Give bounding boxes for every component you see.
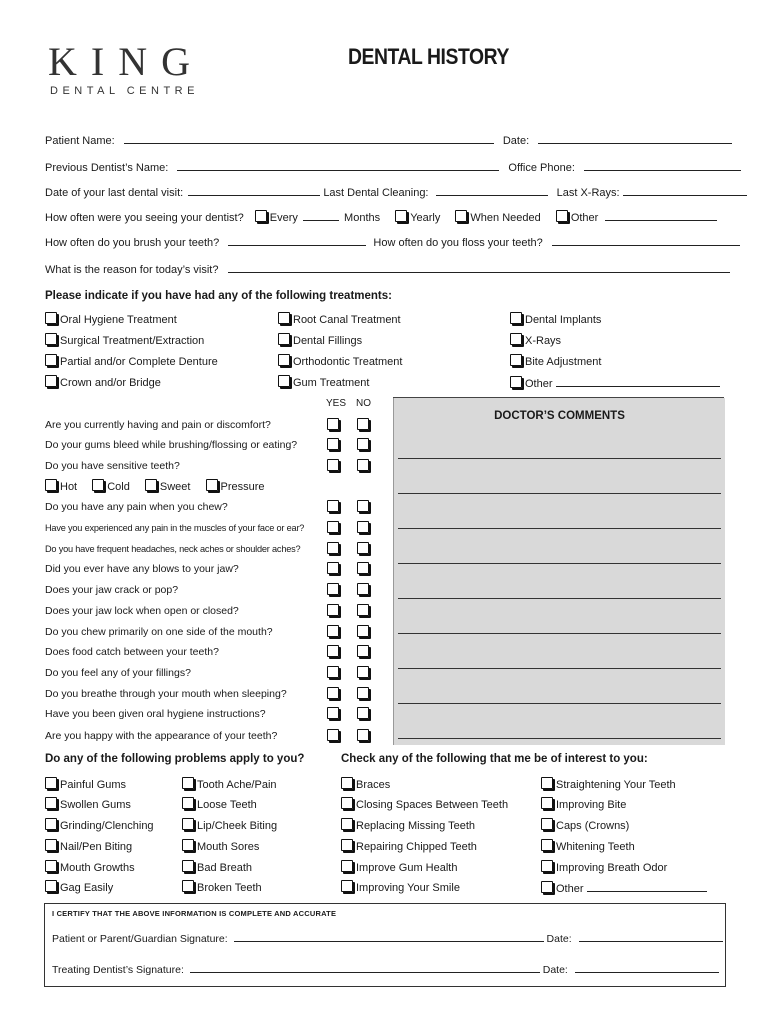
option-label: Tooth Ache/Pain: [197, 779, 277, 791]
months-label: Months: [344, 212, 381, 224]
no-checkbox[interactable]: [357, 707, 369, 719]
option-label: Whitening Teeth: [556, 841, 635, 853]
problem-option[interactable]: [182, 880, 262, 896]
treatment-label: Dental Implants: [525, 314, 602, 326]
option-label: Repairing Chipped Teeth: [356, 841, 477, 853]
pressure-checkbox[interactable]: [206, 479, 218, 491]
question-text: Have you been given oral hygiene instructions?: [45, 708, 266, 720]
option-label: Improving Bite: [556, 799, 627, 811]
treatment-option[interactable]: [45, 375, 161, 391]
date-label: Date:: [502, 135, 530, 147]
how-often-seeing-label: How often were you seeing your dentist?: [45, 212, 244, 224]
yes-checkbox[interactable]: [327, 666, 339, 678]
last-cleaning-field[interactable]: [436, 184, 548, 196]
checkbox[interactable]: [541, 860, 553, 872]
yes-column-header: YES: [326, 398, 347, 409]
dentist-signature-field[interactable]: [190, 961, 540, 973]
no-checkbox[interactable]: [357, 418, 369, 430]
treatment-option[interactable]: [45, 354, 218, 370]
checkbox[interactable]: [510, 354, 522, 366]
sweet-label: Sweet: [159, 481, 191, 493]
checkbox[interactable]: [45, 375, 57, 387]
problem-option[interactable]: [45, 839, 132, 855]
yes-checkbox[interactable]: [327, 625, 339, 637]
reason-label: What is the reason for today’s visit?: [45, 264, 219, 276]
no-checkbox[interactable]: [357, 604, 369, 616]
interest-option[interactable]: [341, 777, 390, 793]
comment-line[interactable]: [398, 528, 721, 529]
comment-line[interactable]: [398, 633, 721, 634]
problem-option[interactable]: [45, 797, 131, 813]
checkbox[interactable]: [278, 333, 290, 345]
no-checkbox[interactable]: [357, 500, 369, 512]
treatment-option[interactable]: [278, 354, 402, 370]
checkbox[interactable]: [510, 376, 522, 388]
treatment-label: Dental Fillings: [293, 335, 363, 347]
treatment-option[interactable]: [510, 354, 601, 370]
logo-wordmark: KING: [48, 39, 204, 84]
hot-checkbox[interactable]: [45, 479, 57, 491]
treatment-label: Orthodontic Treatment: [293, 356, 403, 368]
treatment-label: Other: [525, 378, 553, 390]
no-checkbox[interactable]: [357, 583, 369, 595]
floss-field[interactable]: [552, 234, 740, 246]
treatment-label: Root Canal Treatment: [293, 314, 401, 326]
how-often-seeing-row: [45, 209, 717, 225]
interest-option[interactable]: [541, 818, 629, 834]
office-phone-label: Office Phone:: [508, 162, 575, 174]
patient-name-field[interactable]: [124, 132, 494, 144]
checkbox[interactable]: [45, 880, 57, 892]
previous-dentist-field[interactable]: [177, 159, 499, 171]
last-xrays-field[interactable]: [623, 184, 747, 196]
checkbox[interactable]: [45, 333, 57, 345]
no-checkbox[interactable]: [357, 645, 369, 657]
treatment-label: Surgical Treatment/Extraction: [60, 335, 205, 347]
checkbox[interactable]: [510, 312, 522, 324]
option-label: Broken Teeth: [197, 882, 262, 894]
brush-field[interactable]: [228, 234, 366, 246]
question-text: Do you chew primarily on one side of the mouth?: [45, 626, 273, 638]
checkbox[interactable]: [278, 354, 290, 366]
no-column-header: NO: [356, 398, 371, 409]
interest-option[interactable]: [541, 860, 667, 876]
checkbox[interactable]: [341, 818, 353, 830]
patient-signature-field[interactable]: [234, 930, 544, 942]
question-text: Does food catch between your teeth?: [45, 646, 219, 658]
option-label: Improving Breath Odor: [556, 862, 668, 874]
yes-checkbox[interactable]: [327, 438, 339, 450]
checkbox[interactable]: [341, 797, 353, 809]
last-xrays-label: Last X-Rays:: [556, 187, 620, 199]
checkbox[interactable]: [510, 333, 522, 345]
problem-option[interactable]: [182, 818, 277, 834]
patient-signature-date-label: Date:: [546, 933, 572, 945]
dentist-signature-label: Treating Dentist’s Signature:: [52, 964, 184, 976]
office-phone-field[interactable]: [584, 159, 741, 171]
certification-heading: I CERTIFY THAT THE ABOVE INFORMATION IS COMPLETE AND ACCURATE: [52, 909, 337, 918]
treatment-label: Oral Hygiene Treatment: [60, 314, 177, 326]
logo-subtitle: DENTAL CENTRE: [50, 85, 199, 97]
last-visit-field[interactable]: [188, 184, 320, 196]
question-text: Does your jaw lock when open or closed?: [45, 605, 239, 617]
problem-option[interactable]: [45, 880, 113, 896]
problem-option[interactable]: [45, 777, 126, 793]
no-checkbox[interactable]: [357, 438, 369, 450]
comment-line[interactable]: [398, 493, 721, 494]
interest-option[interactable]: [541, 797, 626, 813]
patient-signature-label: Patient or Parent/Guardian Signature:: [52, 933, 228, 945]
no-checkbox[interactable]: [357, 459, 369, 471]
option-label: Gag Easily: [60, 882, 114, 894]
treatments-heading: Please indicate if you have had any of the following treatments:: [45, 290, 392, 302]
treatment-option[interactable]: [45, 333, 204, 349]
other-frequency-field[interactable]: [605, 209, 717, 221]
interest-option[interactable]: [541, 839, 635, 855]
every-months-field[interactable]: [303, 209, 339, 221]
treatment-label: X-Rays: [525, 335, 562, 347]
question-text: Did you ever have any blows to your jaw?: [45, 563, 239, 575]
comment-line[interactable]: [398, 598, 721, 599]
checkbox[interactable]: [341, 860, 353, 872]
sweet-checkbox[interactable]: [145, 479, 157, 491]
problems-heading: Do any of the following problems apply to you?: [45, 753, 305, 765]
checkbox[interactable]: [45, 354, 57, 366]
date-field[interactable]: [538, 132, 732, 144]
checkbox[interactable]: [45, 312, 57, 324]
checkbox[interactable]: [541, 839, 553, 851]
yearly-checkbox[interactable]: [395, 210, 407, 222]
cold-label: Cold: [107, 481, 130, 493]
treatment-option[interactable]: [45, 312, 177, 328]
option-label: Replacing Missing Teeth: [356, 820, 476, 832]
patient-signature-date-field[interactable]: [579, 930, 723, 942]
other-frequency-label: Other: [570, 212, 599, 224]
question-text: Are you happy with the appearance of your teeth?: [45, 730, 278, 742]
yes-checkbox[interactable]: [327, 729, 339, 741]
no-checkbox[interactable]: [357, 666, 369, 678]
interest-option[interactable]: [341, 839, 477, 855]
question-text: Do you breathe through your mouth when sleeping?: [45, 688, 287, 700]
yes-checkbox[interactable]: [327, 604, 339, 616]
yes-checkbox[interactable]: [327, 542, 339, 554]
problem-option[interactable]: [45, 860, 135, 876]
checkbox[interactable]: [541, 777, 553, 789]
checkbox[interactable]: [278, 312, 290, 324]
every-label: Every: [269, 212, 298, 224]
treatment-option[interactable]: [278, 333, 362, 349]
treatment-label: Crown and/or Bridge: [60, 377, 161, 389]
previous-dentist-label: Previous Dentist’s Name:: [45, 162, 169, 174]
brush-floss-row: [45, 234, 740, 250]
reason-field[interactable]: [228, 261, 730, 273]
checkbox[interactable]: [182, 880, 194, 892]
comment-line[interactable]: [398, 703, 721, 704]
dentist-signature-date-label: Date:: [542, 964, 568, 976]
interest-heading: Check any of the following that me be of interest to you:: [341, 753, 648, 765]
comment-line[interactable]: [398, 738, 721, 739]
yes-checkbox[interactable]: [327, 707, 339, 719]
problem-option[interactable]: [182, 797, 257, 813]
yes-checkbox[interactable]: [327, 687, 339, 699]
checkbox[interactable]: [45, 797, 57, 809]
question-text: Do you have any pain when you chew?: [45, 501, 228, 513]
interest-option[interactable]: [341, 818, 475, 834]
patient-name-row: [45, 132, 732, 148]
checkbox[interactable]: [541, 818, 553, 830]
last-visit-row: [45, 184, 747, 200]
checkbox[interactable]: [182, 818, 194, 830]
treatment-label: Gum Treatment: [293, 377, 370, 389]
question-text: Does your jaw crack or pop?: [45, 584, 179, 596]
problem-option[interactable]: [182, 777, 277, 793]
interest-option[interactable]: [541, 777, 676, 793]
checkbox[interactable]: [45, 860, 57, 872]
option-label: Bad Breath: [197, 862, 253, 874]
question-text: Do you have frequent headaches, neck aches or shoulder aches?: [45, 544, 301, 554]
every-checkbox[interactable]: [255, 210, 267, 222]
dentist-signature-row: [52, 961, 719, 978]
last-cleaning-label: Last Dental Cleaning:: [323, 187, 429, 199]
option-label: Braces: [356, 779, 391, 791]
option-label: Other: [556, 883, 584, 895]
no-checkbox[interactable]: [357, 521, 369, 533]
patient-name-label: Patient Name:: [45, 135, 115, 147]
treatment-option[interactable]: [510, 375, 720, 392]
treatment-option[interactable]: [510, 312, 601, 328]
no-checkbox[interactable]: [357, 729, 369, 741]
dentist-signature-date-field[interactable]: [575, 961, 719, 973]
doctors-comments-title: DOCTOR’S COMMENTS: [494, 410, 625, 422]
comment-line[interactable]: [398, 458, 721, 459]
question-text: Do your gums bleed while brushing/flossing or eating?: [45, 439, 298, 451]
question-text: Do you feel any of your fillings?: [45, 667, 191, 679]
brush-label: How often do you brush your teeth?: [45, 237, 220, 249]
no-checkbox[interactable]: [357, 542, 369, 554]
option-label: Mouth Sores: [197, 841, 260, 853]
no-checkbox[interactable]: [357, 687, 369, 699]
treatment-label: Bite Adjustment: [525, 356, 602, 368]
comment-line[interactable]: [398, 563, 721, 564]
treatment-option[interactable]: [278, 312, 401, 328]
cold-checkbox[interactable]: [92, 479, 104, 491]
checkbox[interactable]: [182, 860, 194, 872]
previous-dentist-row: [45, 159, 741, 175]
other-frequency-checkbox[interactable]: [556, 210, 568, 222]
no-checkbox[interactable]: [357, 562, 369, 574]
checkbox[interactable]: [182, 777, 194, 789]
comment-line[interactable]: [398, 668, 721, 669]
checkbox[interactable]: [541, 881, 553, 893]
floss-label: How often do you floss your teeth?: [373, 237, 543, 249]
reason-row: [45, 261, 730, 277]
checkbox[interactable]: [541, 797, 553, 809]
option-label: Lip/Cheek Biting: [197, 820, 278, 832]
yes-checkbox[interactable]: [327, 562, 339, 574]
when-needed-checkbox[interactable]: [455, 210, 467, 222]
option-label: Closing Spaces Between Teeth: [356, 799, 509, 811]
interest-option[interactable]: [341, 860, 457, 876]
checkbox[interactable]: [278, 375, 290, 387]
pressure-label: Pressure: [220, 481, 265, 493]
yes-checkbox[interactable]: [327, 521, 339, 533]
option-label: Nail/Pen Biting: [60, 841, 133, 853]
interest-option[interactable]: [541, 880, 707, 897]
yes-checkbox[interactable]: [327, 418, 339, 430]
treatment-option[interactable]: [510, 333, 561, 349]
option-label: Mouth Growths: [60, 862, 135, 874]
no-checkbox[interactable]: [357, 625, 369, 637]
other-treatment-field[interactable]: [556, 375, 720, 387]
treatment-option[interactable]: [278, 375, 369, 391]
checkbox[interactable]: [182, 797, 194, 809]
option-label: Loose Teeth: [197, 799, 257, 811]
doctors-comments-box[interactable]: [393, 398, 725, 745]
yes-checkbox[interactable]: [327, 583, 339, 595]
when-needed-label: When Needed: [470, 212, 541, 224]
checkbox[interactable]: [341, 839, 353, 851]
option-label: Improve Gum Health: [356, 862, 458, 874]
problem-option[interactable]: [182, 839, 259, 855]
problem-option[interactable]: [45, 818, 154, 834]
treatment-label: Partial and/or Complete Denture: [60, 356, 218, 368]
problem-option[interactable]: [182, 860, 252, 876]
checkbox[interactable]: [45, 839, 57, 851]
checkbox[interactable]: [45, 777, 57, 789]
checkbox[interactable]: [182, 839, 194, 851]
option-label: Straightening Your Teeth: [556, 779, 676, 791]
certification-box: [44, 903, 726, 987]
question-text: Have you experienced any pain in the muscles of your face or ear?: [45, 523, 305, 533]
yes-checkbox[interactable]: [327, 459, 339, 471]
patient-signature-row: [52, 930, 723, 947]
checkbox[interactable]: [341, 880, 353, 892]
question-text: Do you have sensitive teeth?: [45, 460, 180, 472]
option-label: Grinding/Clenching: [60, 820, 154, 832]
sensitivity-options: [45, 479, 265, 495]
yearly-label: Yearly: [410, 212, 441, 224]
interest-option[interactable]: [341, 797, 508, 813]
option-label: Swollen Gums: [60, 799, 131, 811]
option-label: Improving Your Smile: [356, 882, 460, 894]
question-text: Are you currently having and pain or discomfort?: [45, 419, 271, 431]
checkbox[interactable]: [341, 777, 353, 789]
other-interest-field[interactable]: [587, 880, 707, 892]
yes-checkbox[interactable]: [327, 500, 339, 512]
option-label: Caps (Crowns): [556, 820, 630, 832]
checkbox[interactable]: [45, 818, 57, 830]
interest-option[interactable]: [341, 880, 460, 896]
page-title: DENTAL HISTORY: [348, 44, 509, 69]
hot-label: Hot: [60, 481, 78, 493]
last-visit-label: Date of your last dental visit:: [45, 187, 184, 199]
yes-checkbox[interactable]: [327, 645, 339, 657]
option-label: Painful Gums: [60, 779, 127, 791]
